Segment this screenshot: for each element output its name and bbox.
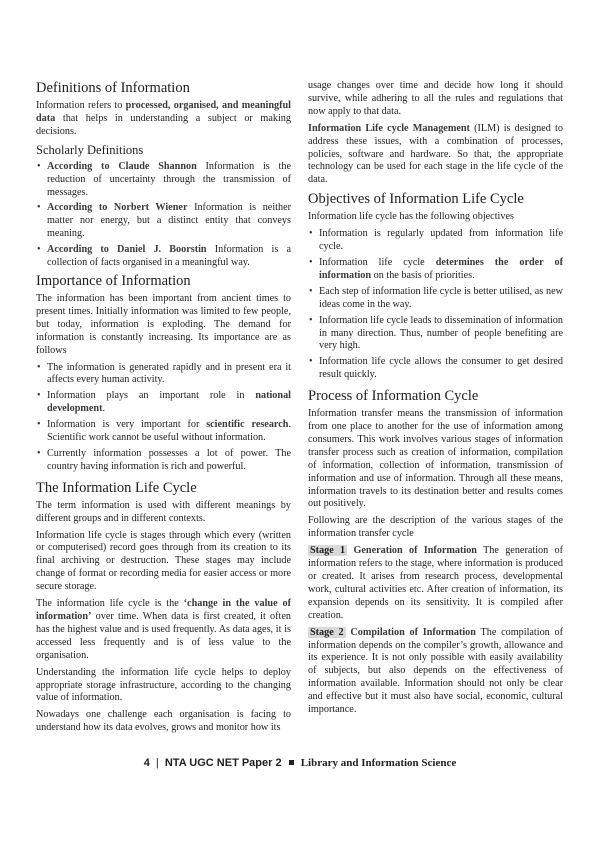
paragraph-ilm bbox=[308, 123, 563, 188]
list-item bbox=[36, 202, 291, 241]
list-item: • Currently information possesses a lot of power. The country having information is rich and powerful. bbox=[36, 448, 291, 474]
list-item: • The information is generated rapidly and in present era it affects every human activity. bbox=[36, 362, 291, 388]
bold-text: According to Daniel J. Boorstin bbox=[47, 244, 207, 256]
bold-text: Generation of Information bbox=[353, 545, 477, 557]
bold-text: Information Life cycle Management bbox=[308, 122, 470, 134]
text: on the basis of priorities. bbox=[371, 269, 475, 281]
heading-scholarly: Scholarly Definitions bbox=[36, 142, 144, 157]
heading-objectives: Objectives of Information Life Cycle bbox=[308, 191, 524, 208]
right-column bbox=[308, 80, 563, 721]
separator: | bbox=[155, 757, 159, 769]
bold-text: scientific research bbox=[206, 419, 289, 431]
text: (ILM) is designed to address these issues, with a combination of processes, policies, software and hardware. So that, the appropriate technology can be used for each stage in the life cycle of the data. bbox=[308, 122, 563, 186]
list-item bbox=[36, 161, 291, 200]
text: that helps in understanding a subject or making decisions. bbox=[36, 112, 291, 137]
paragraph: The term information is used with different meanings by different groups and in different contexts. bbox=[36, 499, 291, 524]
paragraph: usage changes over time and decide how long it should survive, while adhering to all the rules and regulations that now apply to that data. bbox=[308, 80, 563, 117]
text: Information plays an important role in bbox=[47, 390, 256, 402]
paragraph: Nowadays one challenge each organisation is facing to understand how its data evolves, grows and monitor how its bbox=[36, 709, 291, 734]
bold-text: ‘change in the value of information’ bbox=[36, 598, 291, 622]
paragraph: Following are the description of the various stages of the information transfer cycle bbox=[308, 515, 563, 540]
square-bullet-icon bbox=[289, 760, 294, 765]
bold-text: Compilation of Information bbox=[350, 626, 476, 638]
paragraph-stage-2 bbox=[308, 627, 563, 717]
scholarly-list bbox=[36, 161, 291, 270]
book-title: NTA UGC NET Paper 2 bbox=[164, 757, 282, 769]
page-footer bbox=[0, 757, 600, 769]
page-number: 4 bbox=[143, 757, 150, 769]
list-item: • Information life cycle allows the consumer to get desired result quickly. bbox=[308, 356, 563, 382]
heading-process: Process of Information Cycle bbox=[308, 388, 479, 405]
stage-badge: Stage 1 bbox=[310, 545, 346, 557]
list-item: • Information life cycle leads to dissemination of information in many direction. Thus, number of people benefiting are very high. bbox=[308, 315, 563, 354]
bold-text: national development bbox=[47, 390, 291, 415]
text: Information is very important for bbox=[47, 419, 207, 431]
text: . bbox=[102, 403, 106, 415]
list-item: • Information is regularly updated from information life cycle. bbox=[308, 228, 563, 254]
text: Information is a collection of facts organised in a meaningful way. bbox=[47, 244, 291, 269]
left-column bbox=[36, 80, 291, 739]
paragraph-stage-1 bbox=[308, 545, 563, 622]
bold-text: According to Norbert Wiener bbox=[47, 202, 188, 214]
paragraph: Information transfer means the transmission of information from one place to another for the use of information among consumers. This work involves various stages of information transfer process such as creation of information, compilation of information, collection of information, transmission of information and use of information. Through all these means, information travels to its destination better and results comes out positively. bbox=[308, 408, 563, 510]
paragraph-importance: The information has been important from ancient times to present times. Initially information was limited to few people, but today, information is exploding. The demand for information is constantly increasing. Its importance are as follows bbox=[36, 292, 291, 356]
heading-importance: Importance of Information bbox=[36, 272, 191, 289]
text: Information is neither matter nor energy, but a distinct entity that conveys meaning. bbox=[47, 202, 291, 240]
paragraph: Understanding the information life cycle helps to deploy appropriate storage infrastructure, according to the changing value of information. bbox=[36, 666, 291, 704]
importance-list bbox=[36, 362, 291, 474]
text: The generation of information refers to the stage, where information is produced or created. It arises from research process, developmental work, cultural activities etc. After creation of information, its expansion depends on its sensitivity. It is compiled after creation. bbox=[308, 545, 563, 621]
text: Information life cycle bbox=[319, 256, 436, 268]
text: Information refers to bbox=[36, 100, 126, 111]
heading-definitions: Definitions of Information bbox=[36, 80, 190, 96]
bold-text: determines the order of information bbox=[319, 256, 563, 281]
bold-text: According to Claude Shannon bbox=[47, 160, 197, 172]
stage-badge: Stage 2 bbox=[310, 626, 344, 638]
text: over time. When data is first created, it often has the highest value and is used frequently. As data ages, it is accessed less frequently and is of less value to the organisation. bbox=[36, 611, 291, 661]
list-item bbox=[308, 257, 563, 283]
paragraph bbox=[36, 598, 291, 663]
list-item: • Each step of information life cycle is better utilised, as new ideas come in the way. bbox=[308, 286, 563, 312]
bold-text: processed, organised, and meaningful data bbox=[36, 100, 291, 124]
text: . Scientific work cannot be useful without information. bbox=[47, 419, 291, 444]
paragraph-definition bbox=[36, 100, 291, 139]
paragraph: Information life cycle has the following objectives bbox=[308, 211, 514, 223]
heading-lifecycle: The Information Life Cycle bbox=[36, 479, 197, 496]
text: Information is the reduction of uncertainty through the transmission of messages. bbox=[47, 160, 291, 198]
list-item bbox=[36, 244, 291, 270]
text: The information life cycle is the bbox=[36, 598, 184, 610]
list-item bbox=[36, 419, 291, 445]
paragraph: Information life cycle is stages through which every (written or computerised) record goes through from its creation to its final archiving or destruction. These stages may include change of format or recording media for easier access or more secure storage. bbox=[36, 529, 291, 593]
list-item bbox=[36, 390, 291, 416]
subject-title: Library and Information Science bbox=[300, 757, 457, 769]
objectives-list bbox=[308, 228, 563, 382]
text: The compilation of information depends on the compiler’s growth, allowance and its experience. It is not only possible with easily availability of subjects, but also depends on the effectiveness of information available. Information should not only be clear and effective but it must also have social, economic, cultural importance. bbox=[308, 626, 564, 716]
